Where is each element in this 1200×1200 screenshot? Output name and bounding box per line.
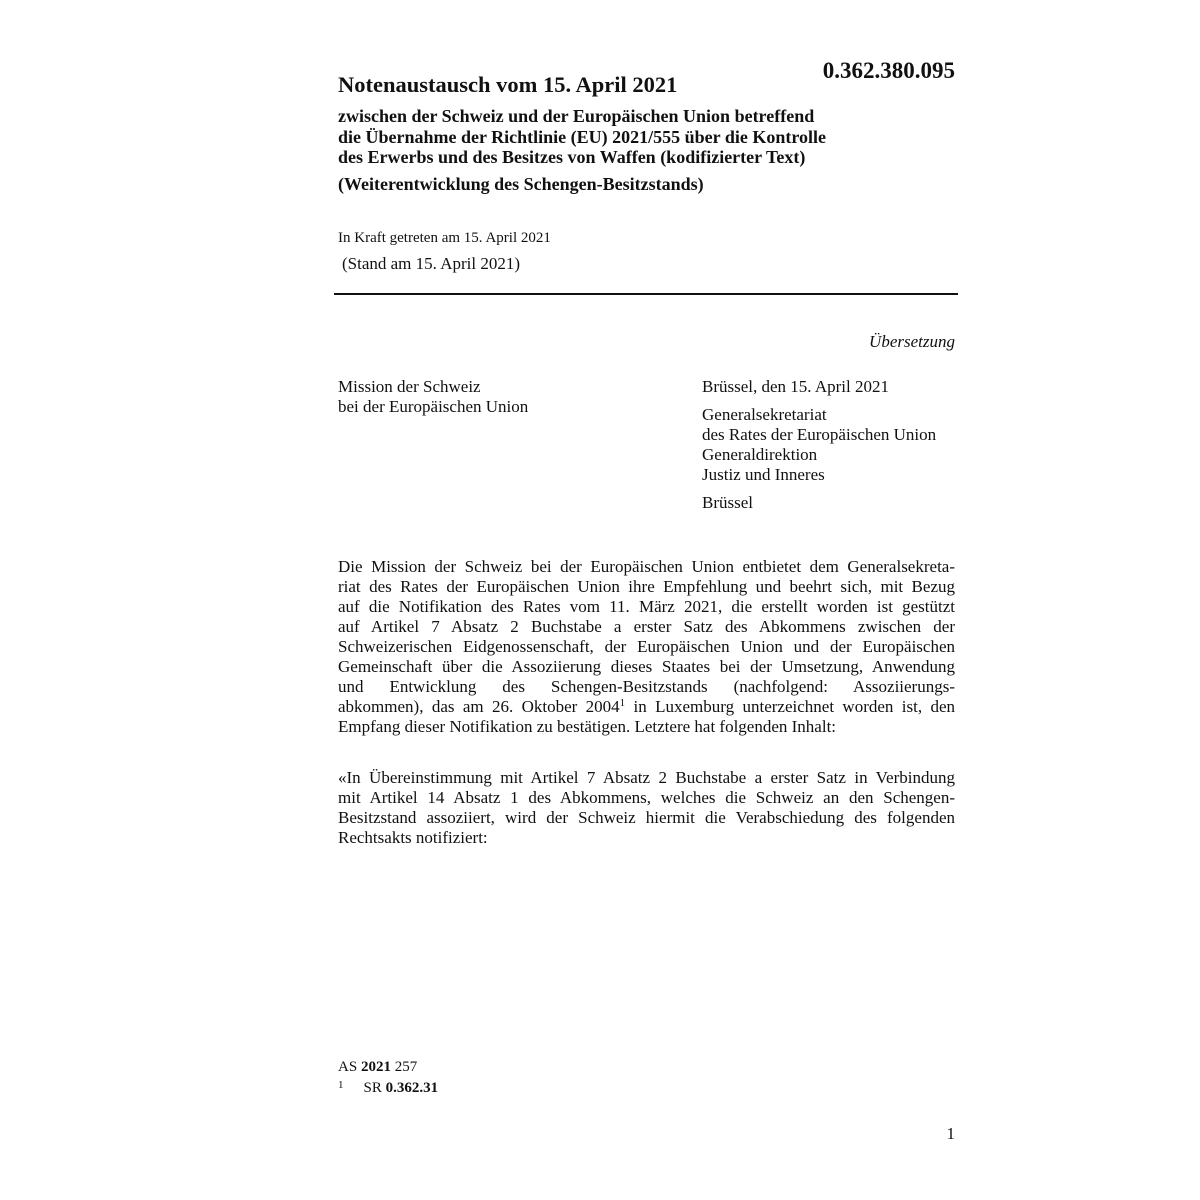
page-number: 1 (946, 1124, 955, 1143)
document-title: Notenaustausch vom 15. April 2021 (338, 72, 678, 97)
footnote-number: 1 (338, 1079, 344, 1091)
footnote-reference[interactable]: 1 (619, 697, 626, 709)
recipient-city: Brüssel (702, 493, 753, 512)
as-year: 2021 (360, 1059, 391, 1075)
header-divider (334, 293, 958, 295)
subtitle-line: zwischen der Schweiz und der Europäischen Union betreffend (338, 106, 815, 126)
paragraph-line-with-footnote (338, 697, 955, 717)
paragraph-line: auf Artikel 7 Absatz 2 Buchstabe a erster Satz des Abkommens zwischen der (338, 617, 955, 636)
paragraph-line: Die Mission der Schweiz bei der Europäischen Union entbietet dem Generalsekreta- (338, 557, 955, 576)
subtitle-line: die Übernahme der Richtlinie (EU) 2021/555 über die Kontrolle (338, 126, 826, 147)
as-prefix: AS (338, 1059, 358, 1075)
paragraph-line: mit Artikel 14 Absatz 1 des Abkommens, welches die Schweiz an den Schengen- (338, 788, 955, 807)
footnote-prefix: SR (363, 1080, 382, 1096)
recipient-line: Generalsekretariat (702, 405, 827, 424)
subtitle-line: des Erwerbs und des Besitzes von Waffen (kodifizierter Text) (338, 147, 806, 167)
footnote (338, 1079, 438, 1097)
paragraph-line: Empfang dieser Notifikation zu bestätigen. Letztere hat folgenden Inhalt: (338, 717, 837, 736)
sr-number: 0.362.380.095 (822, 58, 955, 83)
body-paragraph-2 (338, 768, 955, 848)
official-collection-reference (338, 1059, 417, 1076)
recipient-line: Justiz und Inneres (702, 465, 825, 484)
footnote-sr-reference[interactable]: 0.362.31 (385, 1080, 439, 1096)
sender-address (338, 377, 528, 417)
recipient-address (702, 405, 936, 485)
paragraph-line: «In Übereinstimmung mit Artikel 7 Absatz 2 Buchstabe a erster Satz in Verbindung (338, 768, 955, 787)
body-paragraph-1 (338, 557, 955, 737)
paragraph-line: Rechtsakts notifiziert: (338, 828, 488, 847)
translation-label: Übersetzung (869, 332, 955, 351)
paragraph-line: Gemeinschaft über die Assoziierung dieses Staates bei der Umsetzung, Anwendung (338, 657, 955, 676)
line-text: abkommen), das am 26. Oktober 2004 (338, 697, 620, 716)
paragraph-line: Besitzstand assoziiert, wird der Schweiz hiermit die Verabschiedung des folgenden (338, 808, 955, 827)
as-page: 257 (394, 1059, 418, 1075)
sender-line: Mission der Schweiz (338, 377, 481, 396)
recipient-line: Generaldirektion (702, 445, 818, 464)
sender-line: bei der Europäischen Union (338, 397, 529, 416)
status-date: (Stand am 15. April 2021) (342, 254, 521, 273)
in-force-date: In Kraft getreten am 15. April 2021 (338, 230, 551, 246)
paragraph-line: riat des Rates der Europäischen Union ihre Empfehlung und beehrt sich, mit Bezug (338, 577, 955, 596)
paragraph-line: und Entwicklung des Schengen-Besitzstands (nachfolgend: Assoziierungs- (338, 677, 955, 696)
line-text: in Luxemburg unterzeichnet worden ist, den (625, 697, 955, 716)
place-date: Brüssel, den 15. April 2021 (702, 377, 889, 396)
schengen-note: (Weiterentwicklung des Schengen-Besitzstands) (338, 174, 704, 194)
paragraph-line: Schweizerischen Eidgenossenschaft, der Europäischen Union und der Europäischen (338, 637, 955, 656)
paragraph-line: auf die Notifikation des Rates vom 11. März 2021, die erstellt worden ist gestützt (338, 597, 955, 616)
recipient-line: des Rates der Europäischen Union (702, 425, 937, 444)
document-subtitle (338, 106, 958, 168)
